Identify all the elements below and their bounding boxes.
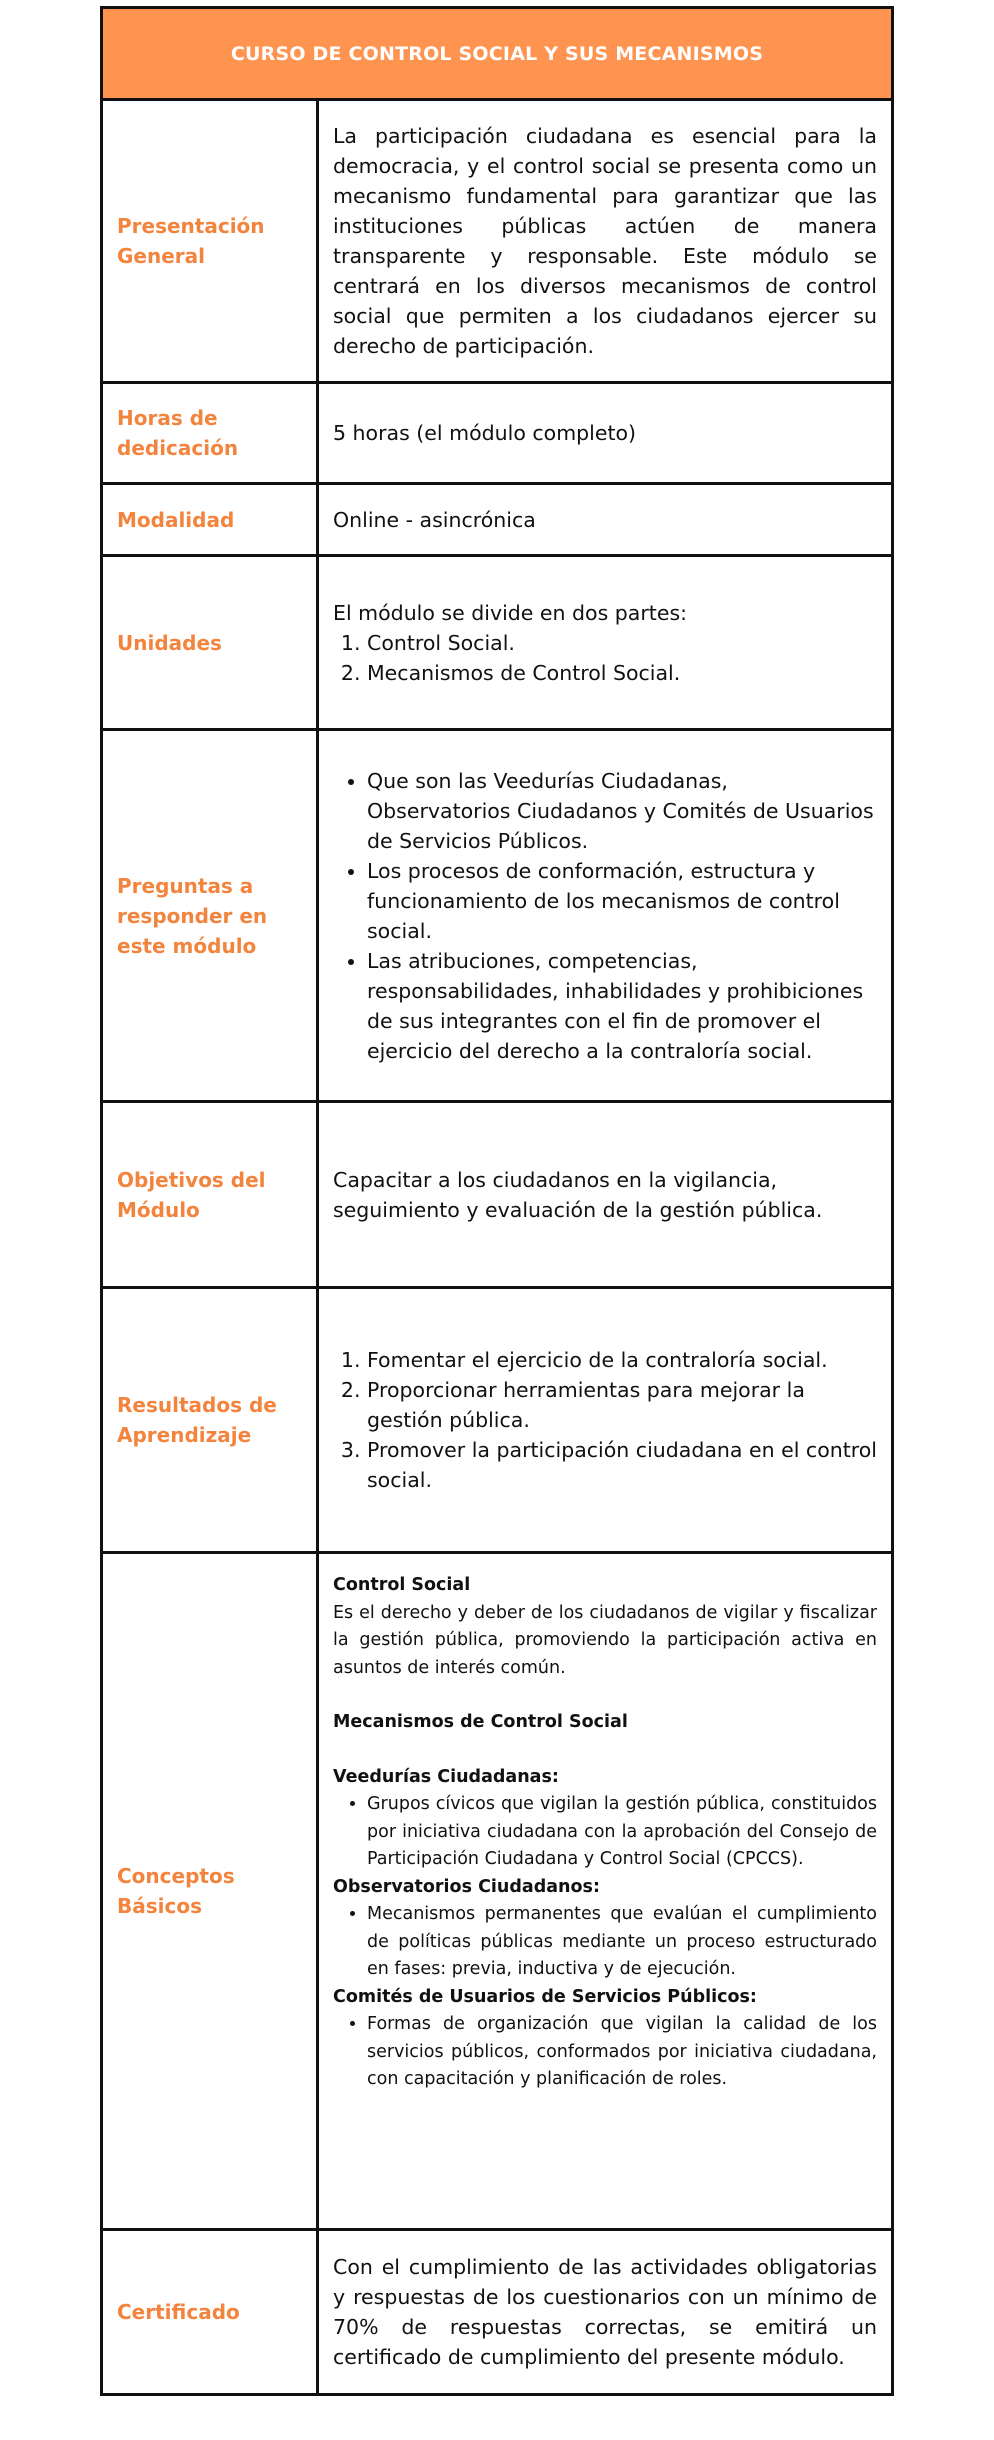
- row-value-cell: [319, 2231, 891, 2393]
- horas-text: 5 horas (el módulo completo): [333, 421, 637, 445]
- certificado-label: Certificado: [117, 2300, 240, 2324]
- list-item: 2. Mecanismos de Control Social.: [367, 658, 877, 688]
- control-social-heading: Control Social: [333, 1575, 471, 1595]
- row-value-cell: [319, 1554, 891, 2228]
- row-value-cell: [319, 1103, 891, 1286]
- comites-heading: Comités de Usuarios de Servicios Públicos:: [333, 1986, 757, 2007]
- course-title: CURSO DE CONTROL SOCIAL Y SUS MECANISMOS: [230, 42, 764, 65]
- modalidad-label: Modalidad: [117, 507, 235, 532]
- presentacion-label: Presentación General: [117, 214, 265, 268]
- row-value-cell: [319, 731, 891, 1100]
- course-table: [100, 6, 894, 2396]
- row-horas: [103, 384, 891, 485]
- resultados-label: Resultados de Aprendizaje: [117, 1393, 277, 1447]
- row-label-cell: [103, 731, 319, 1100]
- row-presentacion: [103, 101, 891, 384]
- row-resultados: [103, 1289, 891, 1554]
- list-item: 2. Proporcionar herramientas para mejorar la gestión pública.: [367, 1375, 877, 1435]
- veedurias-list: [333, 1791, 877, 1874]
- row-value-cell: [319, 1289, 891, 1551]
- row-label-cell: [103, 1289, 319, 1551]
- row-objetivos: [103, 1103, 891, 1289]
- row-certificado: [103, 2231, 891, 2393]
- horas-label: Horas de dedicación: [117, 406, 239, 460]
- comites-list: [333, 2011, 877, 2094]
- row-modalidad: [103, 485, 891, 557]
- row-value-cell: [319, 384, 891, 482]
- row-label-cell: [103, 384, 319, 482]
- row-label-cell: [103, 557, 319, 728]
- row-value-cell: [319, 485, 891, 554]
- row-label-cell: [103, 101, 319, 381]
- row-label-cell: [103, 1554, 319, 2228]
- unidades-intro: El módulo se divide en dos partes:: [333, 600, 688, 625]
- mecanismos-heading: Mecanismos de Control Social: [333, 1712, 628, 1732]
- row-conceptos: [103, 1554, 891, 2231]
- list-item: • Los procesos de conformación, estructura y funcionamiento de los mecanismos de control social.: [367, 856, 877, 946]
- presentacion-text: La participación ciudadana es esencial para la democracia, y el control social se presenta como un mecanismo fundamental para garantizar que las instituciones públicas actúen de manera transparente y responsable. Este módulo se centrará en los diversos mecanismos de control social que permiten a los ciudadanos ejercer su derecho de participación.: [333, 124, 877, 358]
- list-item: • Las atribuciones, competencias, responsabilidades, inhabilidades y prohibiciones de sus integrantes con el fin de promover el ejercicio del derecho a la contraloría social.: [367, 946, 877, 1066]
- observatorios-heading: Observatorios Ciudadanos:: [333, 1876, 600, 1897]
- row-value-cell: [319, 557, 891, 728]
- row-unidades: [103, 557, 891, 731]
- list-item: • Que son las Veedurías Ciudadanas, Observatorios Ciudadanos y Comités de Usuarios de Servicios Públicos.: [367, 766, 877, 856]
- row-label-cell: [103, 2231, 319, 2393]
- list-item: • Mecanismos permanentes que evalúan el cumplimiento de políticas públicas mediante un proceso estructurado en fases: previa, inductiva y de ejecución.: [367, 1901, 877, 1984]
- preguntas-list: [333, 766, 877, 1066]
- row-label-cell: [103, 1103, 319, 1286]
- row-value-cell: [319, 101, 891, 381]
- observatorios-list: [333, 1901, 877, 1984]
- modalidad-text: Online - asincrónica: [333, 507, 536, 532]
- unidades-list: [333, 628, 877, 688]
- objetivos-text: Capacitar a los ciudadanos en la vigilancia, seguimiento y evaluación de la gestión pública.: [333, 1167, 823, 1222]
- list-item: • Grupos cívicos que vigilan la gestión pública, constituidos por iniciativa ciudadana con la aprobación del Consejo de Participación Ciudadana y Control Social (CPCCS).: [367, 1791, 877, 1874]
- list-item: • Formas de organización que vigilan la calidad de los servicios públicos, conformados por iniciativa ciudadana, con capacitación y planificación de roles.: [367, 2011, 877, 2094]
- unidades-label: Unidades: [117, 630, 222, 655]
- list-item: 3. Promover la participación ciudadana en el control social.: [367, 1435, 877, 1495]
- resultados-list: [333, 1345, 877, 1495]
- certificado-text: Con el cumplimiento de las actividades obligatorias y respuestas de los cuestionarios con un mínimo de 70% de respuestas correctas, se emitirá un certificado de cumplimiento del presente módulo.: [333, 2255, 877, 2369]
- conceptos-label: Conceptos Básicos: [117, 1864, 235, 1918]
- preguntas-label: Preguntas a responder en este módulo: [117, 873, 268, 958]
- objetivos-label: Objetivos del Módulo: [117, 1167, 266, 1222]
- table-header: [103, 9, 891, 101]
- row-preguntas: [103, 731, 891, 1103]
- list-item: 1. Fomentar el ejercicio de la contraloría social.: [367, 1345, 877, 1375]
- veedurias-heading: Veedurías Ciudadanas:: [333, 1766, 559, 1787]
- list-item: 1. Control Social.: [367, 628, 877, 658]
- control-social-text: Es el derecho y deber de los ciudadanos de vigilar y fiscalizar la gestión pública, promoviendo la participación activa en asuntos de interés común.: [333, 1602, 877, 1678]
- row-label-cell: [103, 485, 319, 554]
